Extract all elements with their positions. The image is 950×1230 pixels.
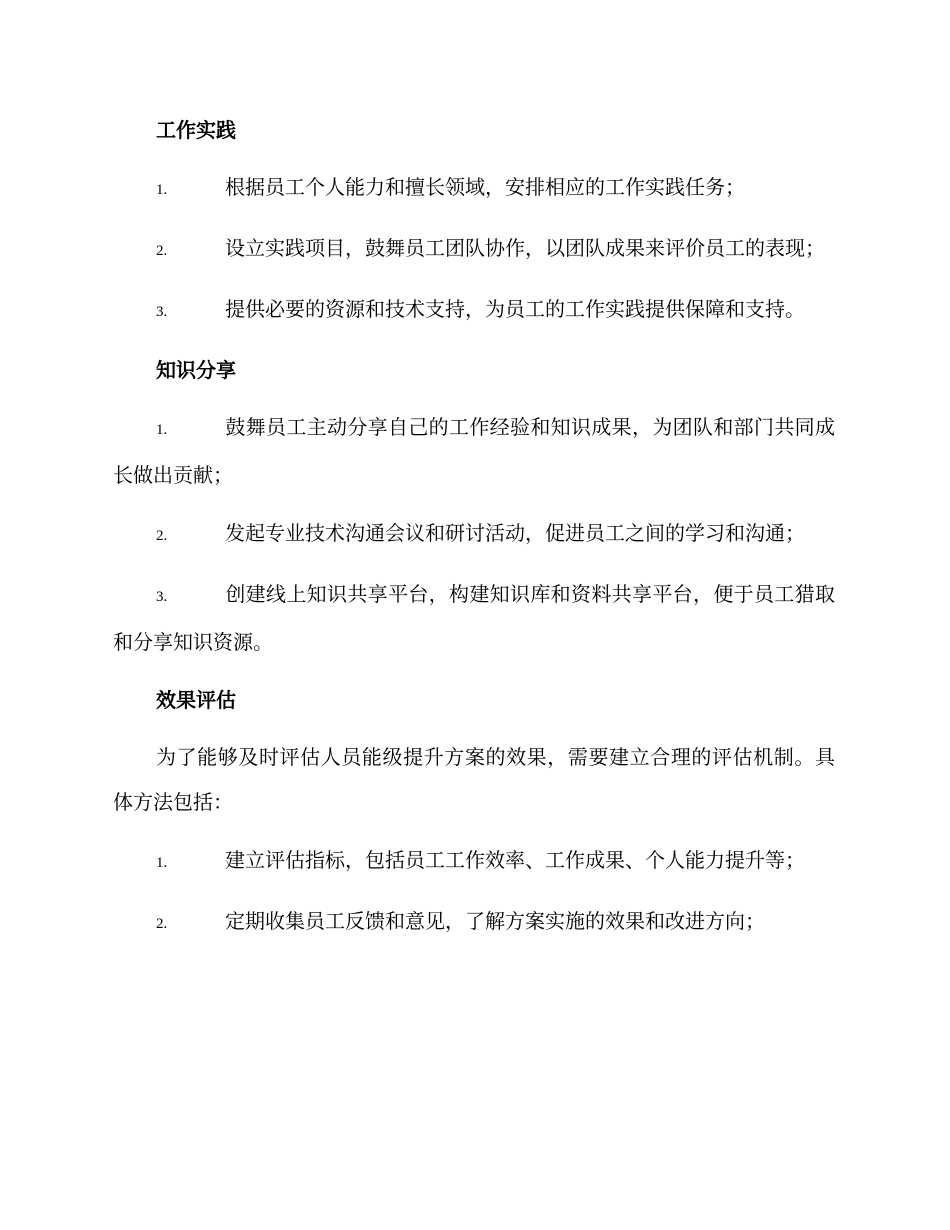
list-number: 2. <box>156 243 168 259</box>
section-intro-paragraph: 为了能够及时评估人员能级提升方案的效果，需要建立合理的评估机制。具体方法包括： <box>113 745 835 814</box>
section-heading-knowledge-sharing: 知识分享 <box>156 358 236 382</box>
list-item-text: 设立实践项目，鼓舞员工团队协作，以团队成果来评价员工的表现； <box>225 236 825 260</box>
list-item-text: 建立评估指标，包括员工工作效率、工作成果、个人能力提升等； <box>225 848 805 872</box>
list-item <box>113 165 835 213</box>
list-item <box>113 511 835 559</box>
list-item-text: 发起专业技术沟通会议和研讨活动，促进员工之间的学习和沟通； <box>225 521 805 545</box>
list-item-text: 提供必要的资源和技术支持，为员工的工作实践提供保障和支持。 <box>225 297 805 321</box>
list-item <box>113 226 835 274</box>
list-number: 1. <box>156 855 168 871</box>
list-item <box>113 899 835 947</box>
list-number: 2. <box>156 528 168 544</box>
list-item <box>113 405 835 498</box>
list-item <box>113 838 835 886</box>
document-content <box>113 108 835 960</box>
list-number: 3. <box>156 589 168 605</box>
list-item-text: 鼓舞员工主动分享自己的工作经验和知识成果，为团队和部门共同成长做出贡献； <box>113 415 835 487</box>
list-item-text: 根据员工个人能力和擅长领域，安排相应的工作实践任务； <box>225 175 745 199</box>
list-number: 2. <box>156 916 168 932</box>
list-item <box>113 572 835 665</box>
section-heading-effect-evaluation: 效果评估 <box>156 688 236 712</box>
list-item <box>113 287 835 335</box>
list-item-text: 创建线上知识共享平台，构建知识库和资料共享平台，便于员工猎取和分享知识资源。 <box>113 582 835 654</box>
list-number: 1. <box>156 422 168 438</box>
section-heading-work-practice: 工作实践 <box>156 118 236 142</box>
list-number: 1. <box>156 182 168 198</box>
list-item-text: 定期收集员工反馈和意见，了解方案实施的效果和改进方向； <box>225 909 765 933</box>
list-number: 3. <box>156 304 168 320</box>
